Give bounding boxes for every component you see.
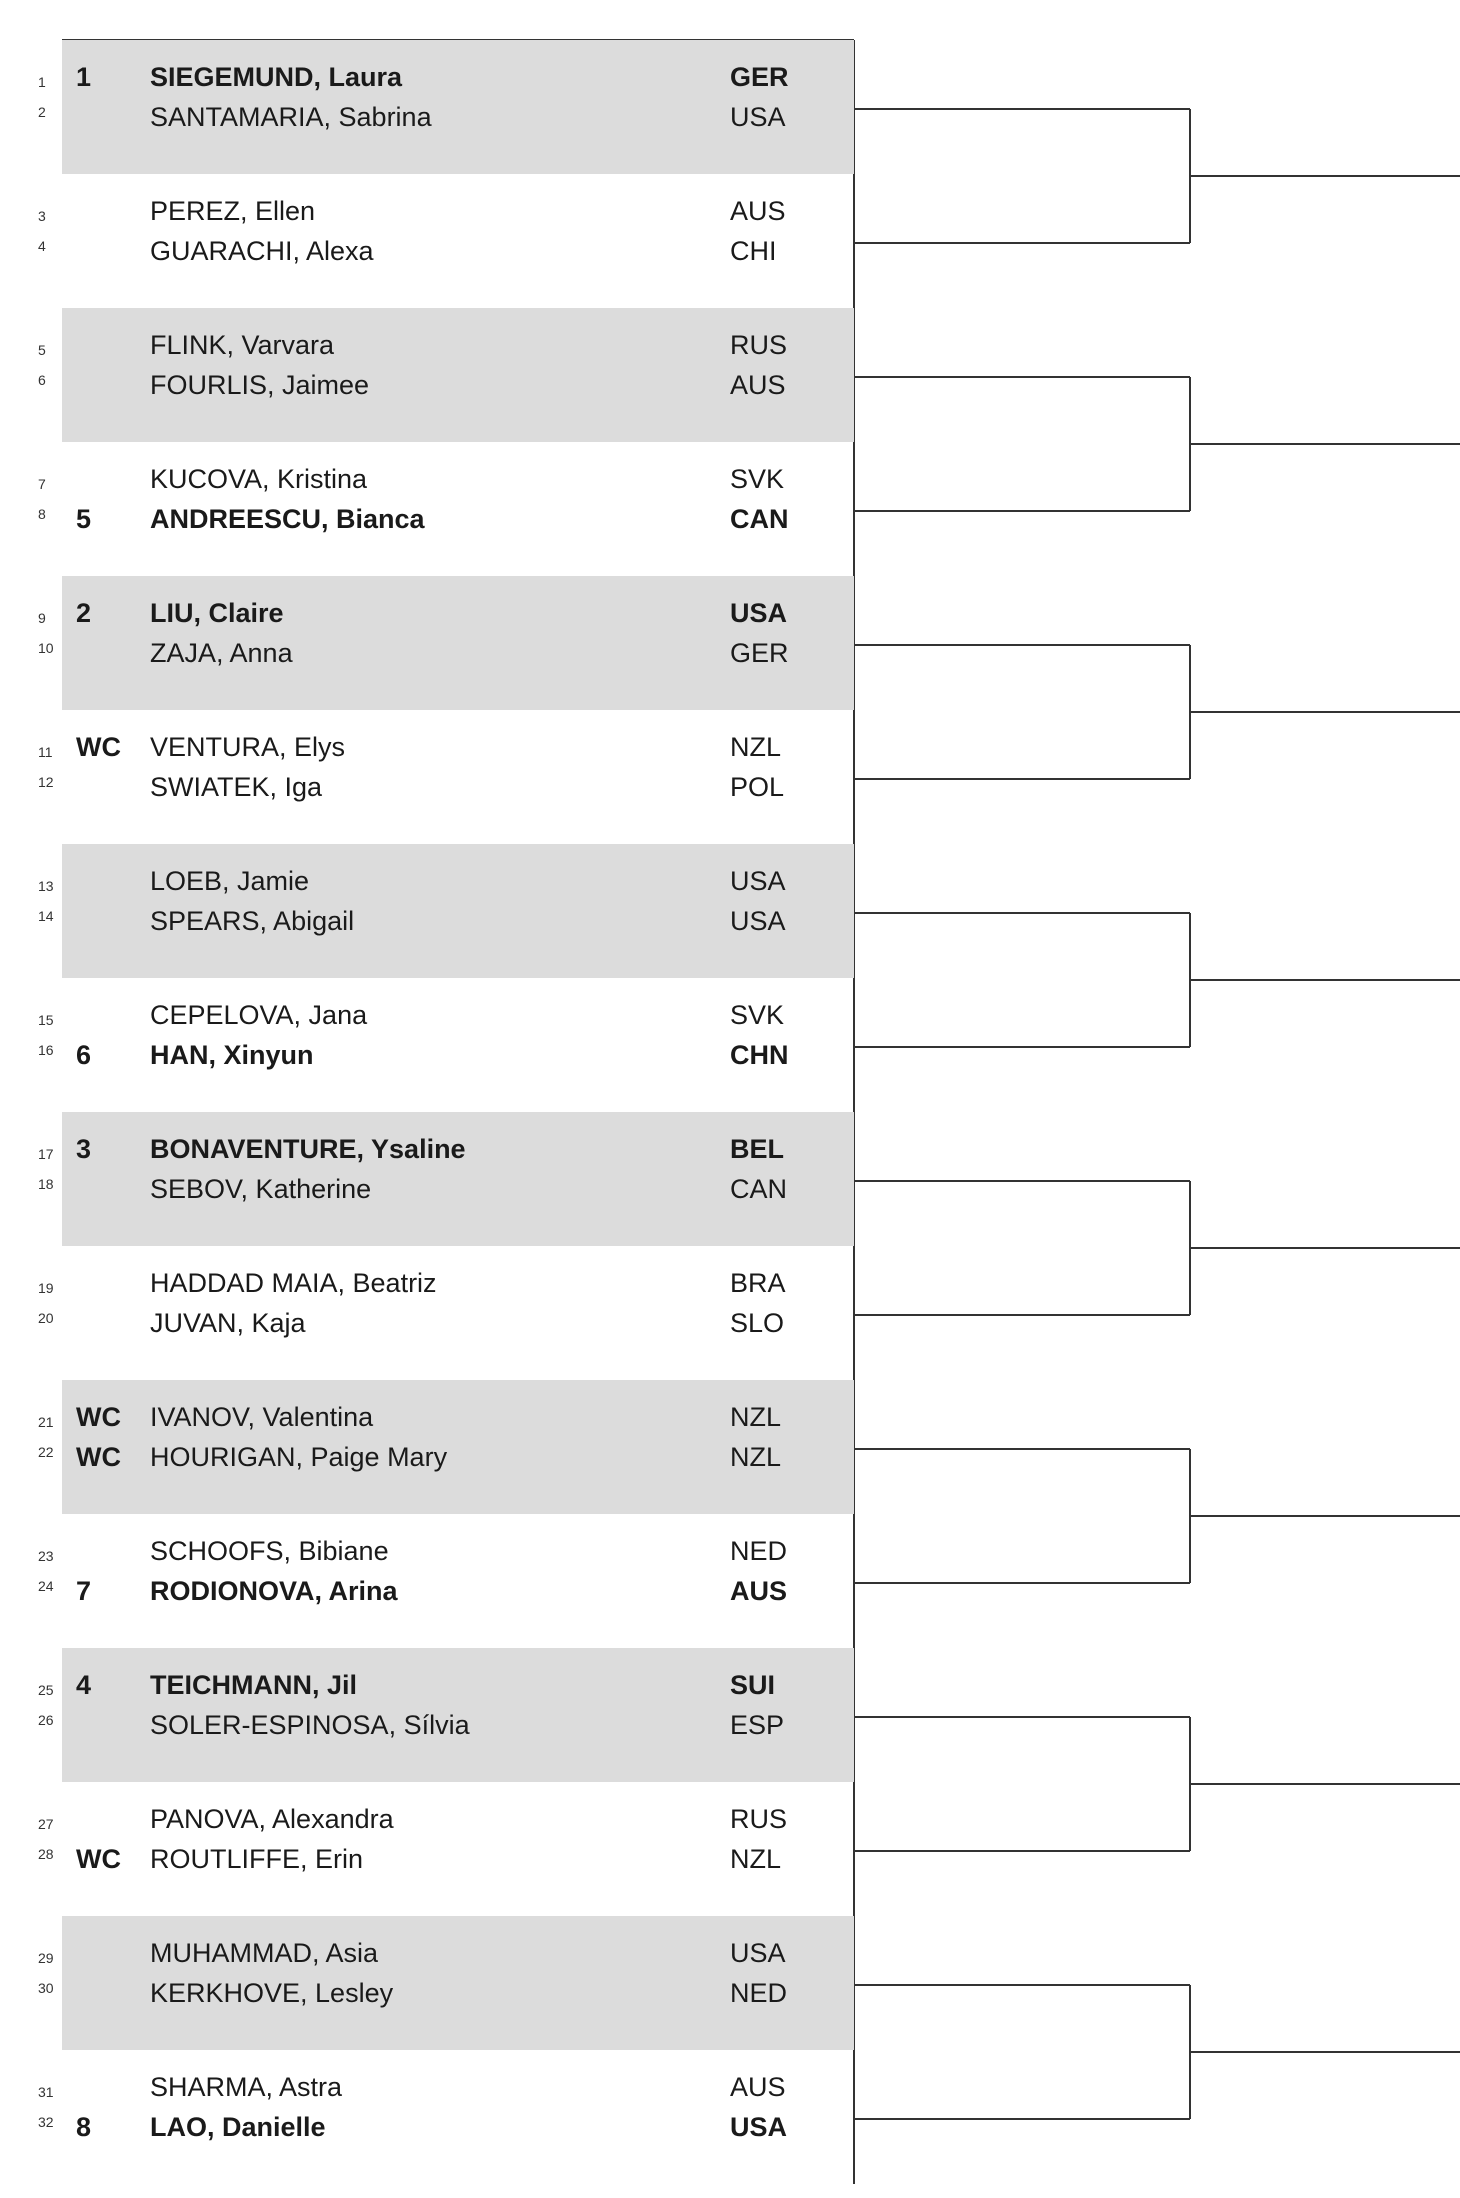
player-name: SANTAMARIA, Sabrina [150,102,432,132]
draw-position: 6 [38,372,46,388]
draw-position: 29 [38,1950,54,1966]
player-name: SHARMA, Astra [150,2072,343,2102]
seed-label: WC [76,1844,121,1874]
player-nationality: USA [730,866,786,896]
player-name: FLINK, Varvara [150,330,335,360]
draw-position: 30 [38,1980,54,1996]
player-name: KERKHOVE, Lesley [150,1978,394,2008]
player-nationality: SVK [730,1000,785,1030]
player-nationality: NZL [730,1402,782,1432]
player-nationality: POL [730,772,785,802]
player-name: SCHOOFS, Bibiane [150,1536,389,1566]
draw-position: 9 [38,610,46,626]
player-name: HAN, Xinyun [150,1040,314,1070]
player-name: BONAVENTURE, Ysaline [150,1134,466,1164]
draw-position: 25 [38,1682,54,1698]
player-name: PANOVA, Alexandra [150,1804,394,1834]
player-nationality: AUS [730,2072,786,2102]
seed-label: 3 [76,1134,92,1164]
player-nationality: GER [730,638,789,668]
draw-position: 19 [38,1280,54,1296]
seed-label: WC [76,732,121,762]
player-name: SIEGEMUND, Laura [150,62,403,92]
player-nationality: USA [730,598,788,628]
player-nationality: RUS [730,1804,788,1834]
draw-position: 18 [38,1176,54,1192]
seed-label: 7 [76,1576,92,1606]
draw-position: 15 [38,1012,54,1028]
player-nationality: CAN [730,1174,788,1204]
player-nationality: USA [730,906,786,936]
player-name: HOURIGAN, Paige Mary [150,1442,448,1472]
draw-position: 13 [38,878,54,894]
player-nationality: AUS [730,196,786,226]
seed-label: 5 [76,504,92,534]
draw-position: 24 [38,1578,54,1594]
player-nationality: NED [730,1536,788,1566]
draw-position: 20 [38,1310,54,1326]
player-name: SEBOV, Katherine [150,1174,372,1204]
player-nationality: CHI [730,236,777,266]
seed-label: 2 [76,598,92,628]
draw-position: 27 [38,1816,54,1832]
player-name: ZAJA, Anna [150,638,293,668]
seed-label: 6 [76,1040,92,1070]
seed-label: 8 [76,2112,92,2142]
draw-position: 8 [38,506,46,522]
player-name: TEICHMANN, Jil [150,1670,358,1700]
draw-position: 4 [38,238,46,254]
player-name: SWIATEK, Iga [150,772,323,802]
draw-position: 7 [38,476,46,492]
player-nationality: CHN [730,1040,789,1070]
seed-label: 1 [76,62,92,92]
draw-position: 16 [38,1042,54,1058]
draw-position: 12 [38,774,54,790]
player-nationality: CAN [730,504,789,534]
player-name: PEREZ, Ellen [150,196,316,226]
player-name: MUHAMMAD, Asia [150,1938,379,1968]
player-nationality: USA [730,1938,786,1968]
player-name: VENTURA, Elys [150,732,346,762]
player-nationality: AUS [730,1576,788,1606]
player-nationality: BEL [730,1134,784,1164]
player-nationality: RUS [730,330,788,360]
player-name: ROUTLIFFE, Erin [150,1844,364,1874]
draw-position: 26 [38,1712,54,1728]
player-nationality: AUS [730,370,786,400]
draw-position: 22 [38,1444,54,1460]
draw-position: 21 [38,1414,54,1430]
player-nationality: NZL [730,1442,782,1472]
player-name: GUARACHI, Alexa [150,236,374,266]
draw-position: 10 [38,640,54,656]
draw-position: 14 [38,908,54,924]
player-name: RODIONOVA, Arina [150,1576,398,1606]
player-name: SOLER-ESPINOSA, Sílvia [150,1710,470,1740]
player-nationality: USA [730,102,786,132]
player-nationality: NZL [730,732,782,762]
player-nationality: USA [730,2112,788,2142]
player-name: SPEARS, Abigail [150,906,355,936]
player-nationality: SLO [730,1308,785,1338]
draw-position: 32 [38,2114,54,2130]
draw-position: 31 [38,2084,54,2100]
player-nationality: SVK [730,464,785,494]
seed-label: 4 [76,1670,92,1700]
player-name: KUCOVA, Kristina [150,464,368,494]
draw-position: 2 [38,104,46,120]
draw-position: 11 [38,744,53,760]
seed-label: WC [76,1442,121,1472]
player-name: LOEB, Jamie [150,866,310,896]
player-name: CEPELOVA, Jana [150,1000,368,1030]
player-nationality: SUI [730,1670,776,1700]
player-nationality: GER [730,62,789,92]
player-nationality: NED [730,1978,788,2008]
draw-position: 23 [38,1548,54,1564]
player-name: LIU, Claire [150,598,284,628]
player-name: ANDREESCU, Bianca [150,504,425,534]
player-name: IVANOV, Valentina [150,1402,374,1432]
draw-position: 17 [38,1146,54,1162]
player-name: JUVAN, Kaja [150,1308,306,1338]
draw-position: 28 [38,1846,54,1862]
draw-position: 1 [38,74,46,90]
player-name: HADDAD MAIA, Beatriz [150,1268,437,1298]
player-nationality: ESP [730,1710,785,1740]
player-nationality: NZL [730,1844,782,1874]
seed-label: WC [76,1402,121,1432]
draw-position: 5 [38,342,46,358]
player-nationality: BRA [730,1268,786,1298]
draw-position: 3 [38,208,46,224]
player-name: LAO, Danielle [150,2112,326,2142]
player-name: FOURLIS, Jaimee [150,370,370,400]
